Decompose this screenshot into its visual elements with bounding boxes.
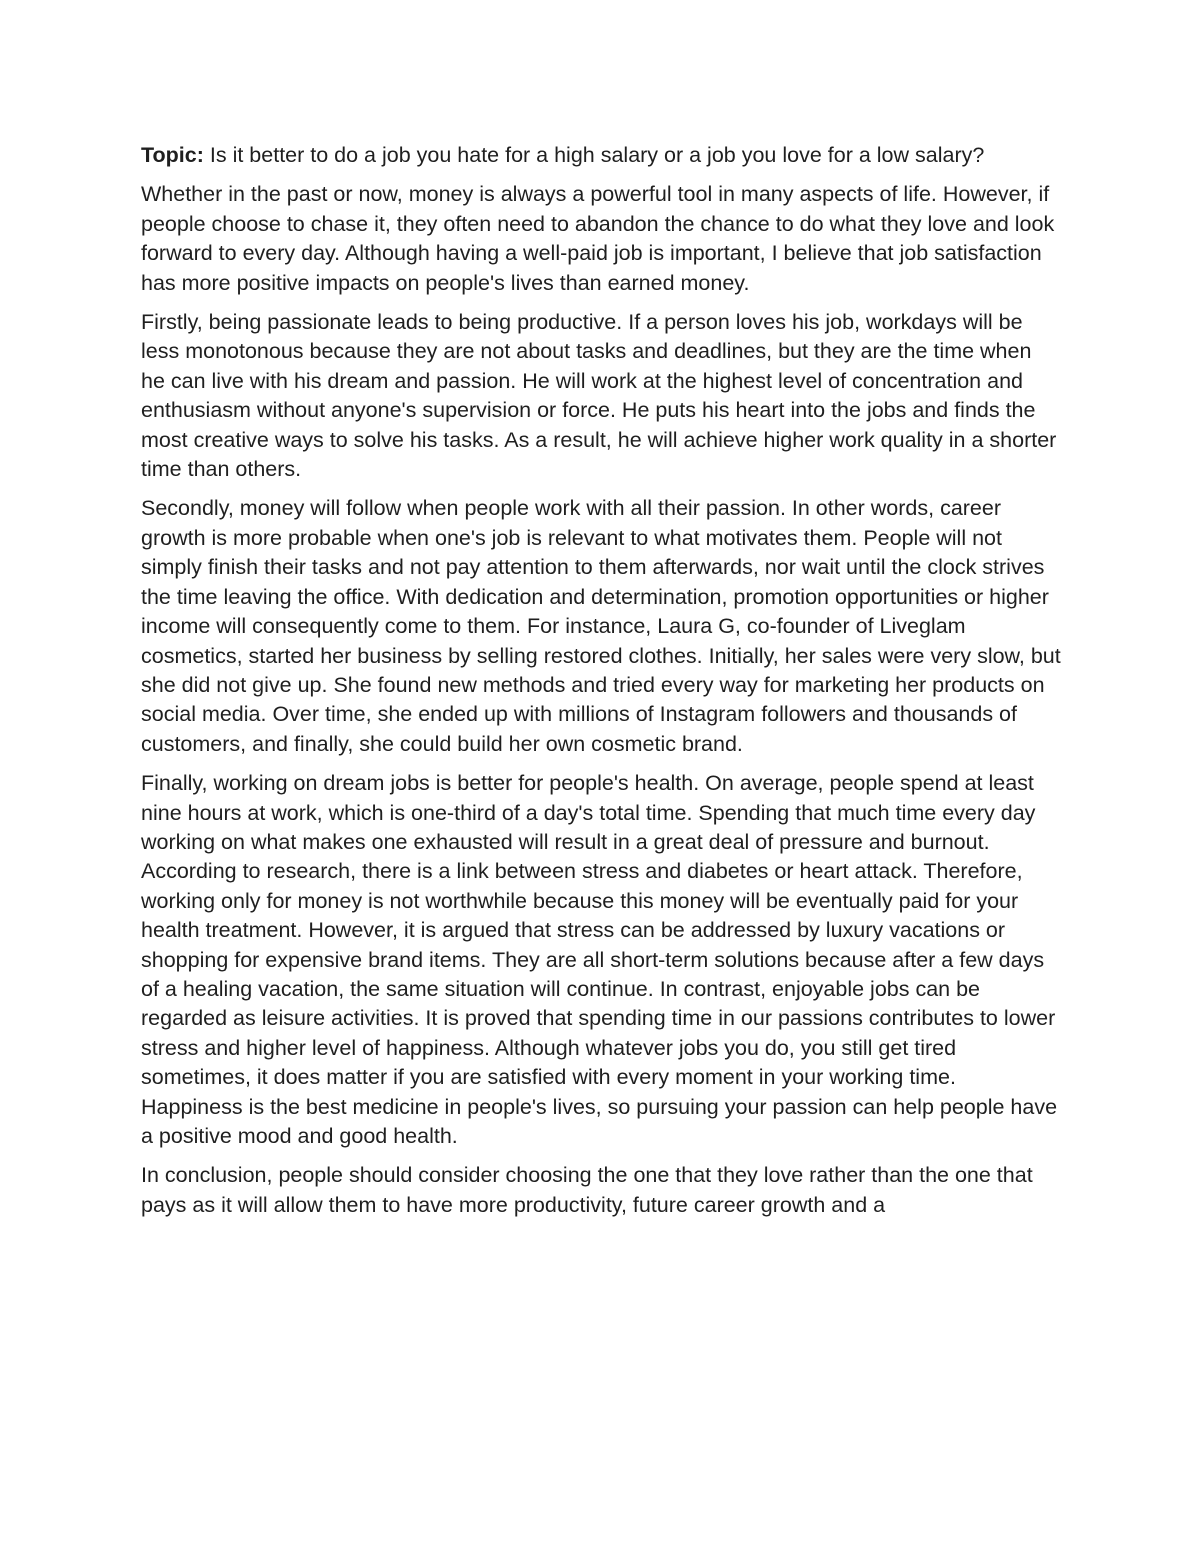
paragraph-finally: Finally, working on dream jobs is better for people's health. On average, people spend at least nine hours at work, which is one-third of a day's total time. Spending that much time every day working on what makes one exhausted will result in a great deal of pressure and burnout. According to research, there is a link between stress and diabetes or heart attack. Therefore, working only for money is not worthwhile because this money will be eventually paid for your health treatment. However, it is argued that stress can be addressed by luxury vacations or shopping for expensive brand items. They are all short-term solutions because after a few days of a healing vacation, the same situation will continue. In contrast, enjoyable jobs can be regarded as leisure activities. It is proved that spending time in our passions contributes to lower stress and higher level of happiness. Although whatever jobs you do, you still get tired sometimes, it does matter if you are satisfied with every moment in your working time. Happiness is the best medicine in people's lives, so pursuing your passion can help people have a positive mood and good health.: [141, 771, 1058, 1148]
essay-body: [141, 141, 1061, 1230]
paragraph-conclusion: In conclusion, people should consider choosing the one that they love rather than the one that pays as it will allow them to have more productivity, future career growth and a: [141, 1163, 1033, 1217]
topic-line: [141, 141, 1061, 170]
topic-label: Topic:: [141, 143, 204, 167]
paragraph-introduction: Whether in the past or now, money is always a powerful tool in many aspects of life. However, if people choose to chase it, they often need to abandon the chance to do what they love and look forward to every day. Although having a well-paid job is important, I believe that job satisfaction has more positive impacts on people's lives than earned money.: [141, 182, 1055, 295]
paragraph-secondly: Secondly, money will follow when people work with all their passion. In other words, career growth is more probable when one's job is relevant to what motivates them. People will not simply finish their tasks and not pay attention to them afterwards, nor wait until the clock strives the time leaving the office. With dedication and determination, promotion opportunities or higher income will consequently come to them. For instance, Laura G, co-founder of Liveglam cosmetics, started her business by selling restored clothes. Initially, her sales were very slow, but she did not give up. She found new methods and tried every way for marketing her products on social media. Over time, she ended up with millions of Instagram followers and thousands of customers, and finally, she could build her own cosmetic brand.: [141, 496, 1061, 756]
paragraph-firstly: Firstly, being passionate leads to being productive. If a person loves his job, workdays will be less monotonous because they are not about tasks and deadlines, but they are the time when he can live with his dream and passion. He will work at the highest level of concentration and enthusiasm without anyone's supervision or force. He puts his heart into the jobs and finds the most creative ways to solve his tasks. As a result, he will achieve higher work quality in a shorter time than others.: [141, 310, 1057, 482]
topic-text: Is it better to do a job you hate for a high salary or a job you love for a low salary?: [203, 143, 985, 167]
